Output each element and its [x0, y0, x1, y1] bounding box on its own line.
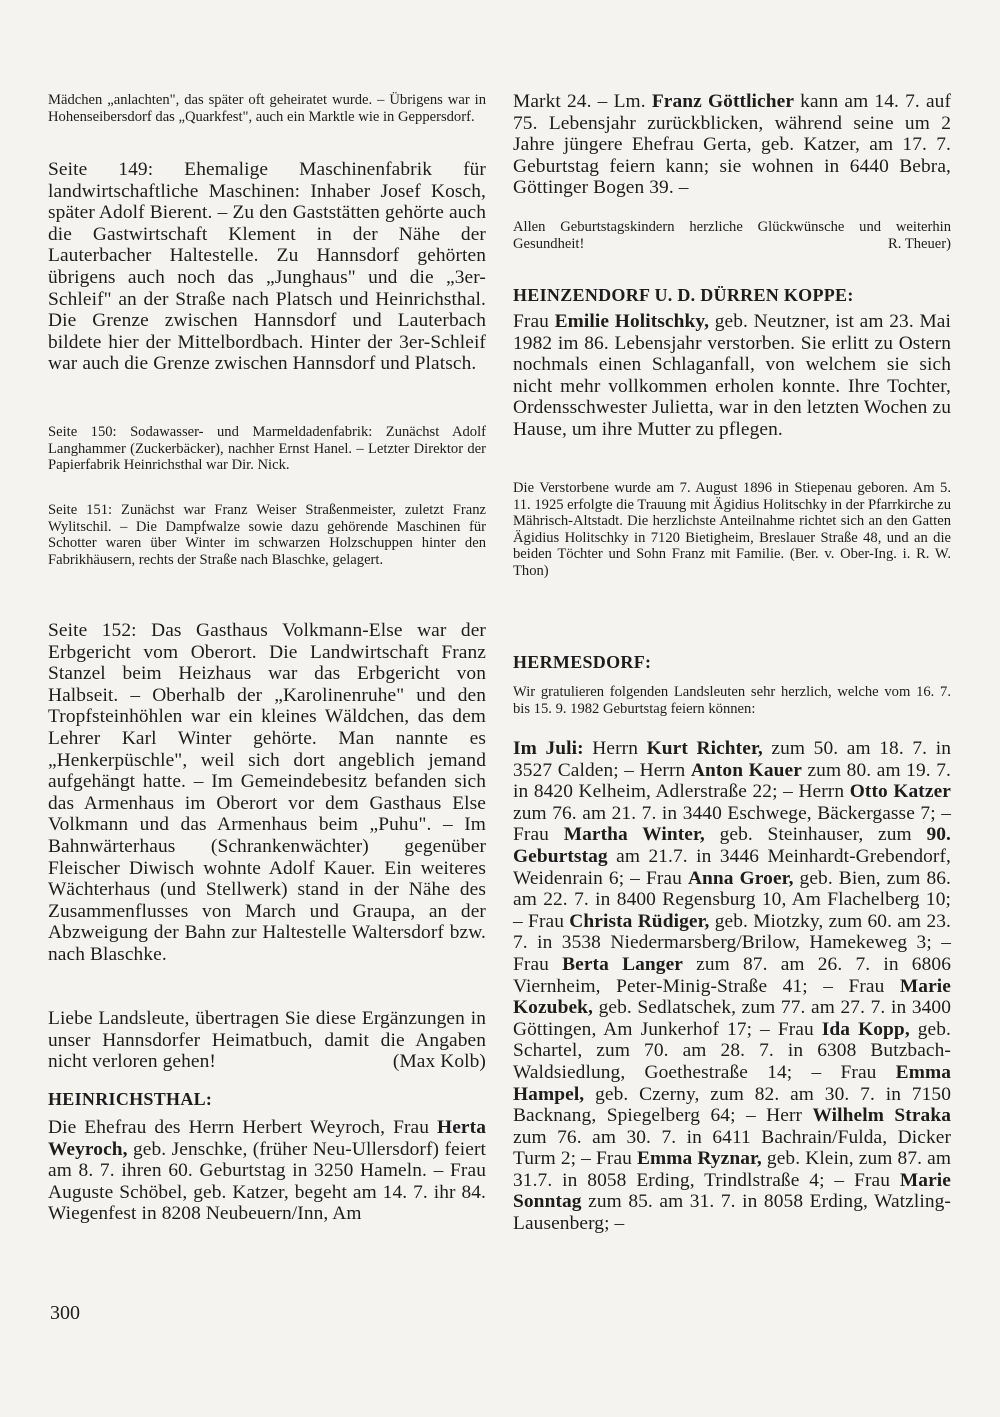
bold-name: Marie Kozubek,: [513, 975, 951, 1019]
text-run: geb. Steinhauser, zum: [704, 824, 927, 846]
bold-name: Emma Ryznar,: [637, 1148, 762, 1170]
text-run: Die Verstorbene wurde am 7. August 1896 in Stiepenau geboren. Am 5. 11. 1925 erfolgte die Trauung mit Ägidius Holitschky in der Pfarrkirche zu Mährisch-Altstadt. Die herzlichste Anteilnahme richtet sich an den Gatten Ägidius Holitschky in 7120 Bietigheim, Breslauer Straße 48, und an die beiden Töchter und Sohn Franz mit Familie. (Ber. v. Ober-Ing. i. R. W. Thon): [513, 480, 952, 579]
bold-name: Wilhelm Straka: [812, 1105, 951, 1127]
bold-name: Berta Langer: [562, 953, 683, 975]
text-run: am 21.7. in 3446 Meinhardt-Grebendorf, Weidenrain 6; – Frau: [513, 845, 951, 889]
bold-name: Herta Weyroch,: [48, 1117, 486, 1160]
text-run: geb. Schartel, zum 70. am 28. 7. in 6308 Butzbach-Waldsiedlung, Goethestraße 14; – Frau: [513, 1018, 952, 1083]
text-run: Allen Geburtstagskindern herzliche Glückwünsche und weiterhin Gesundheit!: [513, 219, 951, 252]
paragraph-obituary: [513, 311, 951, 441]
text-run: Seite 150: Sodawasser- und Marmeldadenfabrik: Zunächst Adolf Langhammer (Zuckerbäcker), nachher Ernst Hanel. – Letzter Direktor der Papierfabrik Heinrichsthal war Dir. Nick.: [48, 424, 486, 474]
text-run: Seite 152: Das Gasthaus Volkmann-Else war der Erbgericht vom Oberort. Die Landwirtschaft Franz Stanzel beim Heizhaus war das Erbgericht von Halbseit. – Oberhalb der „Karolinenruhe" und den Tropfsteinhöhlen war ein kleines Wäldchen, das dem Lehrer Karl Winter gehörte. Man nannte es „Henkerpüschle", weil sich dort angeblich jemand aufgehängt hatte. – Im Gemeindebesitz befanden sich das Armenhaus im Oberort vor dem Gasthaus Else Volkmann und das Armenhaus beim „Puhu". – Im Bahnwärterhaus (Schrankenwächter) gegenüber Fleischer Diwisch wohnte Adolf Kauer. Ein weiteres Wächterhaus (und Stellwerk) stand in der Nähe des Zusammenflusses von March und Graupa, an der Abzweigung der Bahn zur Haltestelle Waltersdorf bzw. nach Blaschke.: [48, 620, 486, 965]
bold-name: Im Juli:: [513, 738, 584, 759]
bold-name: Kurt Richter,: [646, 738, 763, 759]
bold-name: Emilie Holitschky,: [554, 311, 710, 332]
bold-name: Ida Kopp,: [821, 1018, 910, 1040]
text-run: Frau: [513, 311, 555, 332]
signature: (Max Kolb): [392, 1051, 486, 1073]
paragraph-closing: [48, 1008, 486, 1073]
bold-name: Franz Göttlicher: [651, 91, 795, 112]
bold-name: Emma Hampel,: [513, 1061, 951, 1105]
page-number: 300: [50, 1302, 80, 1324]
text-run: Liebe Landsleute, übertragen Sie diese Ergänzungen in unser Hannsdorfer Heimatbuch, damit die Angaben nicht verloren gehen!: [48, 1008, 486, 1073]
text-run: zum 85. am 31. 7. in 8058 Erding, Watzling-Lausenberg; –: [513, 1191, 951, 1235]
text-run: geb. Miotzky, zum 60. am 23. 7. in 3538 Niedermarsberg/Brilow, Hamekeweg 3; – Frau: [513, 910, 951, 975]
text-run: Wir gratulieren folgenden Landsleuten sehr herzlich, welche vom 16. 7. bis 15. 9. 1982 Geburtstag feiern können:: [513, 684, 951, 717]
paragraph-obituary-details: [513, 480, 951, 580]
text-run: zum 87. am 26. 7. in 6806 Viernheim, Peter-Minig-Straße 41; – Frau: [513, 953, 951, 997]
text-run: Herrn: [583, 738, 647, 759]
paragraph: [513, 91, 951, 199]
signature: R. Theuer): [888, 235, 951, 252]
bold-name: Christa Rüdiger,: [569, 910, 710, 932]
text-run: zum 76. am 30. 7. in 6411 Bachrain/Fulda, Dicker Turm 2; – Frau: [513, 1126, 951, 1170]
bold-name: Otto Katzer: [849, 781, 951, 803]
paragraph-greetings: [513, 219, 951, 252]
text-run: geb. Bien, zum 86. am 22. 7. in 8400 Regensburg 10, Am Flachelberg 10; – Frau: [513, 867, 951, 932]
text-run: geb. Sedlatschek, zum 77. am 27. 7. in 3400 Göttingen, Am Junkerhof 17; – Frau: [513, 997, 951, 1040]
text-run: Seite 149: Ehemalige Maschinenfabrik für landwirtschaftliche Maschinen: Inhaber Josef Kosch, später Adolf Bierent. – Zu den Gaststätten gehörte auch die Gastwirtschaft Klement in der Nähe der Lauterbacher Haltestelle. Zu Hannsdorf gehörten übrigens auch noch das „Junghaus" und die „3er-Schleif" an der Straße nach Platsch und Heinrichsthal. Die Grenze zwischen Hannsdorf und Lauterbach bildete hier der Mittelbordbach. Hinter der 3er-Schleif war auch die Grenze zwischen Hannsdorf und Platsch.: [48, 159, 486, 375]
section-heading-hermesdorf: HERMESDORF:: [513, 652, 652, 672]
bold-name: Marie Sonntag: [513, 1169, 951, 1213]
text-run: Seite 151: Zunächst war Franz Weiser Straßenmeister, zuletzt Franz Wylitschil. – Die Dampfwalze sowie dazu gehörende Maschinen für Schotter waren über Winter im schwarzen Holzschuppen hinter den Fabrikhäusern, rechts der Straße nach Blaschke, gelagert.: [48, 502, 486, 568]
text-run: geb. Neutzner, ist am 23. Mai 1982 im 86. Lebensjahr verstorben. Sie erlitt zu Ostern nochmals einen Schlaganfall, von welchem sie sich nicht mehr vollkommen erholen konnte. Ihre Tochter, Ordensschwester Julietta, war in den letzten Wochen zu Hause, um ihre Mutter zu pflegen.: [513, 311, 951, 440]
text-run: kann am 14. 7. auf 75. Lebensjahr zurückblicken, während seine um 2 Jahre jüngere Ehefrau Gerta, geb. Katzer, am 17. 7. Geburtstag feiern kann; sie wohnen in 6440 Bebra, Göttinger Bogen 39. –: [513, 91, 951, 199]
bold-name: 90. Geburtstag: [513, 824, 951, 867]
paragraph-seite-152: [48, 620, 486, 966]
paragraph-seite-149: [48, 159, 486, 375]
bold-name: Anna Groer,: [687, 867, 794, 889]
paragraph-seite-151: [48, 502, 486, 568]
paragraph-birthday-list: [513, 738, 951, 1235]
paragraph-heinrichsthal: [48, 1117, 486, 1225]
text-run: geb. Czerny, zum 82. am 30. 7. in 7150 Backnang, Spiegelberg 64; – Herr: [513, 1083, 951, 1127]
text-run: Markt 24. – Lm.: [513, 91, 652, 112]
paragraph-birthday-intro: [513, 684, 951, 717]
paragraph-seite-150: [48, 424, 486, 474]
paragraph: [48, 92, 486, 125]
text-run: zum 76. am 21. 7. in 3440 Eschwege, Bäckergasse 7; – Frau: [513, 802, 951, 846]
section-heading-heinrichsthal: HEINRICHSTHAL:: [48, 1089, 213, 1109]
text-run: zum 80. am 19. 7. in 8420 Kelheim, Adlerstraße 22; – Herrn: [513, 759, 952, 803]
text-run: zum 50. am 18. 7. in 3527 Calden; – Herrn: [513, 738, 951, 781]
text-run: geb. Klein, zum 87. am 31.7. in 8058 Erding, Trindlstraße 4; – Frau: [513, 1148, 951, 1191]
text-run: geb. Jenschke, (früher Neu-Ullersdorf) feiert am 8. 7. ihren 60. Geburtstag in 3250 Hameln. – Frau Auguste Schöbel, geb. Katzer, begeht am 14. 7. ihr 84. Wiegenfest in 8208 Neubeuern/Inn, Am: [48, 1138, 486, 1225]
text-run: Mädchen „anlachten", das später oft geheiratet wurde. – Übrigens war in Hohenseibersdorf das „Quarkfest", auch ein Marktle wie in Geppersdorf.: [48, 92, 486, 125]
section-heading-heinzendorf: HEINZENDORF U. D. DÜRREN KOPPE:: [513, 285, 854, 305]
greetings-text: [513, 219, 951, 252]
text-run: Die Ehefrau des Herrn Herbert Weyroch, Frau: [48, 1117, 438, 1138]
bold-name: Martha Winter,: [563, 824, 705, 846]
bold-name: Anton Kauer: [690, 759, 802, 781]
